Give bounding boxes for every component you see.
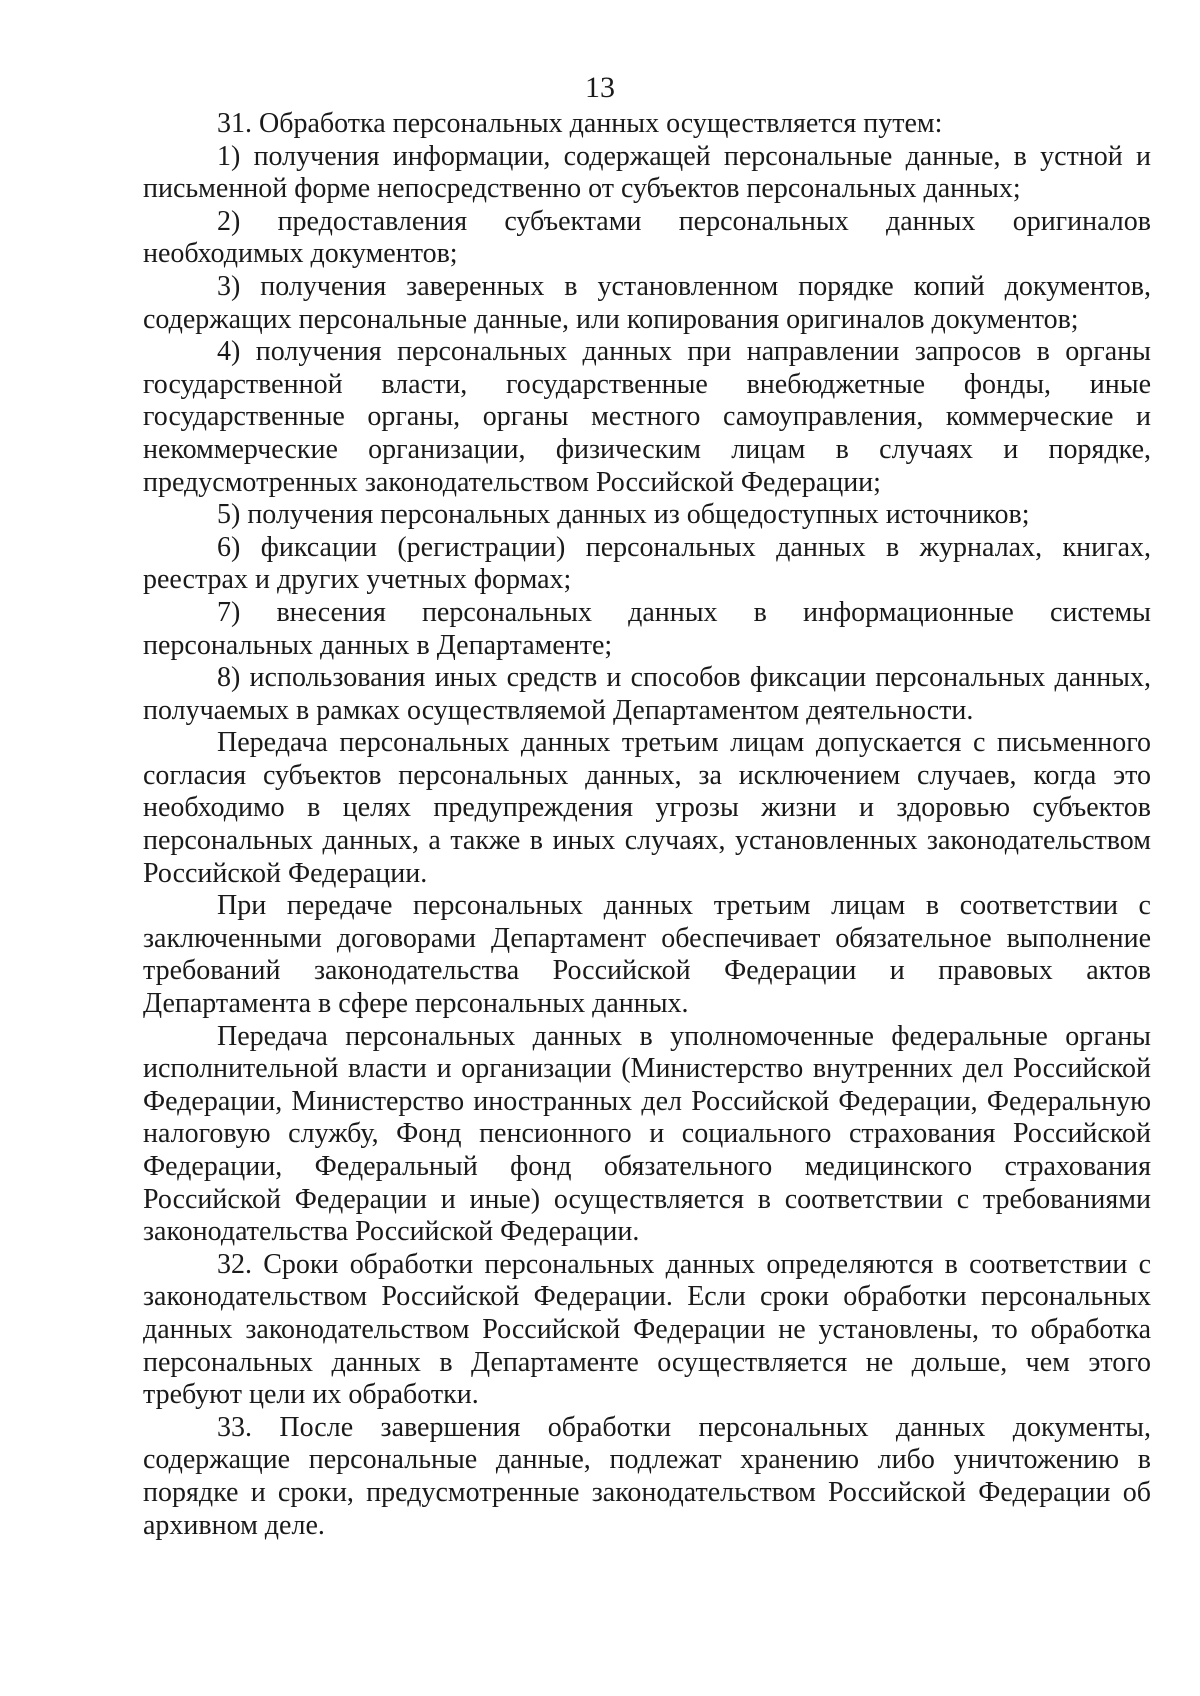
list-item-5: 5) получения персональных данных из общедоступных источников; [217, 499, 1030, 531]
list-item-3: 3) получения заверенных в установленном порядке копий документов, содержащих персональные данные, или копирования оригиналов документов; [143, 270, 1151, 335]
paragraph-item-31: 31. Обработка персональных данных осуществляется путем: [217, 108, 943, 139]
paragraph-item-32: 32. Сроки обработки персональных данных определяются в соответствии с законодательством Российской Федерации. Если сроки обработки персональных данных законодательством Российской Федерации не установлены, то обработка персональных данных в Департаменте осуществляется не дольше, чем этого требуют цели их обработки. [143, 1248, 1151, 1411]
list-item-6: 6) фиксации (регистрации) персональных данных в журналах, книгах, реестрах и других учетных формах; [143, 531, 1151, 596]
paragraph-item-33: 33. После завершения обработки персональных данных документы, содержащие персональные данные, подлежат хранению либо уничтожению в порядке и сроки, предусмотренные законодательством Российской Федерации об архивном деле. [143, 1411, 1151, 1541]
page-number: 13 [585, 71, 615, 104]
list-item-8: 8) использования иных средств и способов фиксации персональных данных, получаемых в рамках осуществляемой Департаментом деятельности. [143, 662, 1151, 726]
list-item-4: 4) получения персональных данных при направлении запросов в органы государственной власти, государственные внебюджетные фонды, иные государственные органы, органы местного самоуправления, коммерческие и некоммерческие организации, физическим лицам в случаях и порядке, предусмотренных законодательством Российской Федерации; [143, 336, 1151, 498]
list-item-2: 2) предоставления субъектами персональных данных оригиналов необходимых документов; [143, 205, 1151, 270]
list-item-1: 1) получения информации, содержащей персональные данные, в устной и письменной форме непосредственно от субъектов персональных данных; [143, 140, 1151, 205]
paragraph-transfer-third-parties: Передача персональных данных третьим лицам допускается с письменного согласия субъектов персональных данных, за исключением случаев, когда это необходимо в целях предупреждения угрозы жизни и здоровью субъектов персональных данных, а также в иных случаях, установленных законодательством Российской Федерации. [143, 727, 1151, 889]
list-item-7: 7) внесения персональных данных в информационные системы персональных данных в Департаменте; [143, 596, 1151, 661]
paragraph-transfer-federal-bodies: Передача персональных данных в уполномоченные федеральные органы исполнительной власти и организации (Министерство внутренних дел Российской Федерации, Министерство иностранных дел Российской Федерации, Федеральную налоговую службу, Фонд пенсионного и социального страхования Российской Федерации, Федеральный фонд обязательного медицинского страхования Российской Федерации и иные) осуществляется в соответствии с требованиями законодательства Российской Федерации. [143, 1020, 1151, 1248]
document-body [143, 108, 1151, 1542]
paragraph-transfer-contracts: При передаче персональных данных третьим лицам в соответствии с заключенными договорами Департамент обеспечивает обязательное выполнение требований законодательства Российской Федерации и правовых актов Департамента в сфере персональных данных. [143, 890, 1151, 1020]
